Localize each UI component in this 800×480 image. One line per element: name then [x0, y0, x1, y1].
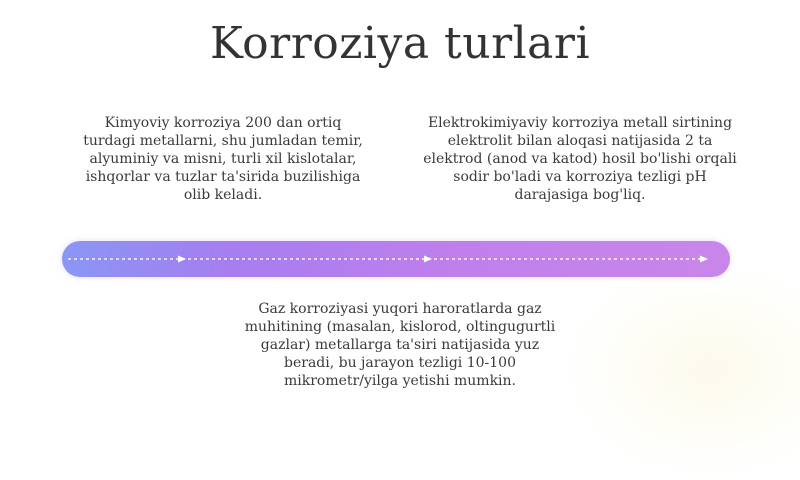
electrochemical-corrosion-text: Elektrokimiyaviy korroziya metall sirtining elektrolit bilan aloqasi natijasida 2 ta elektrod (anod va katod) hosil bo'lishi orqali sodir bo'ladi va korroziya tezligi pH darajasiga bog'liq.: [423, 115, 737, 203]
timeline-bar: [62, 241, 730, 277]
timeline-arrows: [62, 241, 730, 277]
gas-corrosion-text: Gaz korroziyasi yuqori haroratlarda gaz muhitining (masalan, kislorod, oltingugurtli gazlar) metallarga ta'siri natijasida yuz beradi, bu jarayon tezligi 10-100 mikrometr/yilga yetishi mumkin.: [244, 301, 556, 389]
arrow-head-2: [424, 256, 432, 263]
chemical-corrosion-text: Kimyoviy korroziya 200 dan ortiq turdagi metallarni, shu jumladan temir, alyuminiy va misni, turli xil kislotalar, ishqorlar va tuzlar ta'sirida buzilishiga olib keladi.: [83, 115, 363, 203]
background-glow: [560, 260, 800, 480]
slide-title: Korroziya turlari: [209, 18, 591, 69]
arrow-head-3: [700, 256, 708, 263]
arrow-head-1: [178, 256, 186, 263]
